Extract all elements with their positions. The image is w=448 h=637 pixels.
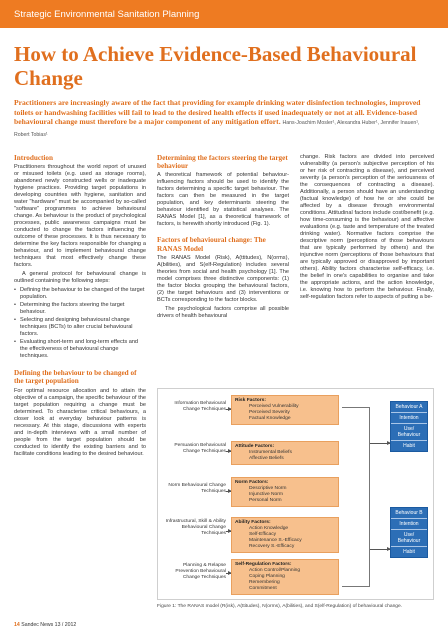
heading-determining-factors: Determining the factors steering the target behaviour (157, 154, 288, 171)
article-title: How to Achieve Evidence-Based Behavioural Change (14, 42, 417, 90)
article-lead (14, 98, 434, 140)
factor-item: Injunctive Norm (249, 492, 283, 497)
behaviour-title: Behaviour A (391, 402, 427, 413)
factor-item: Coping Planning (249, 574, 285, 579)
heading-introduction: Introduction (14, 154, 54, 162)
column-3 (300, 154, 434, 303)
factor-title: Ability Factors: (235, 520, 271, 525)
section-title: Strategic Environmental Sanitation Planning (14, 9, 200, 20)
paragraph: A general protocol for behavioural change is outlined containing the following steps: (14, 271, 146, 285)
paragraph: The psychological factors comprise all possible drivers of health behavioural (157, 305, 289, 319)
factor-item: Action Control/Planning (249, 568, 301, 573)
factor-item: Maintenance S.-Efficacy (249, 538, 302, 543)
bct-label-infrastructural: Infrastructural, Skill & Ability Behavioural Change Techniques (165, 519, 226, 536)
factor-item: Recovery S.-Efficacy (249, 544, 295, 549)
paragraph: For optimal resource allocation and to attain the objective of a campaign, the specific behaviour of the target population requiring a change must be determined. To characterise critical behaviours, a closer look at everyday behaviour patterns is necessary. At this stage, discussions with experts and in-depth interviews with a small number of people from the target population should be conducted to identify the existing barriers and to facilitate conditions leading to the desired behaviour. (14, 387, 146, 457)
section-header-bar (0, 0, 448, 28)
factor-item: Action Knowledge (249, 526, 289, 531)
factor-box-attitude (231, 441, 339, 465)
page-footer (14, 622, 76, 628)
factor-title: Self-Regulation Factors: (235, 562, 292, 567)
factor-item: Personal Norm (249, 498, 282, 503)
heading-ranas-model: Factors of behavioural change: The RANAS Model (157, 236, 266, 253)
factor-item: Commitment (249, 586, 277, 591)
column-1 (14, 154, 146, 460)
behaviour-box-b (390, 507, 428, 558)
journal-name: Sandec News 13 / 2012 (21, 622, 77, 628)
heading-defining-behaviour: Defining the behaviour to be changed of the target population (14, 369, 137, 386)
author-list: Hans-Joachim Mosler¹, Alexandra Huber¹, Jennifer Inauen¹, Robert Tobias¹ (14, 120, 420, 138)
bct-label-information: Information Behavioural Change Techniques (174, 401, 226, 412)
paragraph: A theoretical framework of potential behaviour-influencing factors should be used to identify the factors determining a specific target behaviour. The factors can then be measured in the target population, and key determinants steering the behaviour identified by statistical analyses. The RANAS Model [1], as a theoretical framework of factors, is herewith shortly introduced (Fig. 1). (157, 172, 289, 228)
list-item: • Determining the factors steering the target behaviour. (14, 302, 146, 316)
behaviour-stage: Use/ Behaviour (391, 530, 427, 547)
factor-item: Instrumental Beliefs (249, 450, 292, 455)
paragraph: change. Risk factors are divided into perceived vulnerability (a person's subjective perception of his or her risk of contracting a disease), and perceived severity (a person's perception of the seriousness of the consequences of contracting a disease). Additionally, a person should have an understanding (factual knowledge) of how he or she could be affected by a disease through environmental conditions. Attitudinal factors include cost/benefit (e.g. how time-consuming is the behaviour) and affective evaluations (e.g. taste and temperature of the treated drinking water). Normative factors comprise the descriptive norm (perceptions of those behaviours that are typically performed by others) and the injunctive norm (perceptions of those behaviours that are typically approved or disapproved by important others). Ability factors characterise self-efficacy, i.e. the belief in one's capabilities to organise and take the appropriate actions, and the action knowledge, i.e. knowing how to perform the behaviour. Finally, self-regulation factors refer to aspects of putting a be- (300, 154, 434, 300)
factor-item: Remembering (249, 580, 280, 585)
page-number: 14 (14, 622, 20, 628)
behaviour-stage: Use/ Behaviour (391, 424, 427, 441)
paragraph: Practitioners throughout the world report of unused or misused toilets (e.g. used as storage rooms), abandoned newly constructed wells or inadequate hygiene practices. Providing target populations in developing countries with hygiene, sanitation and water "hardware" must be accompanied by so-called "software" programmes to achieve behavioural change. As behaviour is the product of psychological processes, public awareness campaigns must be conducted to change the factors influencing the outcome of these processes. It is thus necessary to determine the key factors responsible for changing a behaviour, and to implement behavioural change techniques that most effectively change these factors. (14, 164, 146, 269)
factor-title: Attitude Factors: (235, 444, 275, 449)
list-item: • Evaluating short-term and long-term effects and the effectiveness of behavioural change techniques. (14, 339, 146, 360)
behaviour-title: Behaviour B (391, 508, 427, 519)
behaviour-stage: Intention (391, 519, 427, 530)
bct-label-planning: Planning & Relapse Prevention Behavioural Change Techniques (175, 563, 226, 580)
factor-box-norm (231, 477, 339, 507)
factor-item: Perceived Severity (249, 410, 290, 415)
factor-box-self-regulation (231, 559, 339, 595)
lead-text: Practitioners are increasingly aware of the fact that providing for example drinking water disinfection technologies, improved toilets or handwashing facilities will fail to lead to the desired health effects if used inadequately or not at all. Evidence-based behavioural change must therefore be a major component of any mitigation effort. (14, 98, 421, 127)
bct-label-norm: Norm Behavioural Change Techniques (168, 483, 226, 494)
behaviour-stage: Habit (403, 549, 415, 555)
behaviour-box-a (390, 401, 428, 452)
factor-item: Descriptive Norm (249, 486, 287, 491)
ranas-model-figure (157, 388, 434, 600)
factor-item: Perceived Vulnerability (249, 404, 299, 409)
behaviour-stage: Intention (391, 413, 427, 424)
factor-item: Affective Beliefs (249, 456, 284, 461)
figure-caption: Figure 1: The RANAS model (R(isk), A(ttitudes), N(orms), A(bilities), and S(elf-Regulation) of behavioural change. (157, 604, 403, 609)
list-item: • Selecting and designing behavioural change techniques (BCTs) to alter crucial behavioural factors. (14, 317, 146, 338)
factor-connector-bracket (342, 407, 370, 587)
protocol-step-list (14, 287, 146, 360)
paragraph: The RANAS Model (Risk), A(ttitudes), N(orms), A(bilities), and S(elf-Regulation) includes several theories from social and health psychology [1]. The model comprises three distinctive components: (1) the factor blocks grouping the behavioural factors, (2) the target behaviours and (3) interventions or BCTs corresponding to the factor blocks. (157, 254, 289, 303)
bct-label-persuasion: Persuasion Behavioural Change Techniques (174, 443, 226, 454)
behaviour-stage: Habit (403, 443, 415, 449)
factor-box-risk (231, 395, 339, 425)
list-item: • Defining the behaviour to be changed of the target population. (14, 287, 146, 301)
column-2 (157, 154, 289, 322)
factor-title: Norm Factors: (235, 480, 269, 485)
factor-box-ability (231, 517, 339, 553)
factor-item: Factual Knowledge (249, 416, 291, 421)
factor-item: Self-Efficacy (249, 532, 277, 537)
factor-title: Risk Factors: (235, 398, 266, 403)
